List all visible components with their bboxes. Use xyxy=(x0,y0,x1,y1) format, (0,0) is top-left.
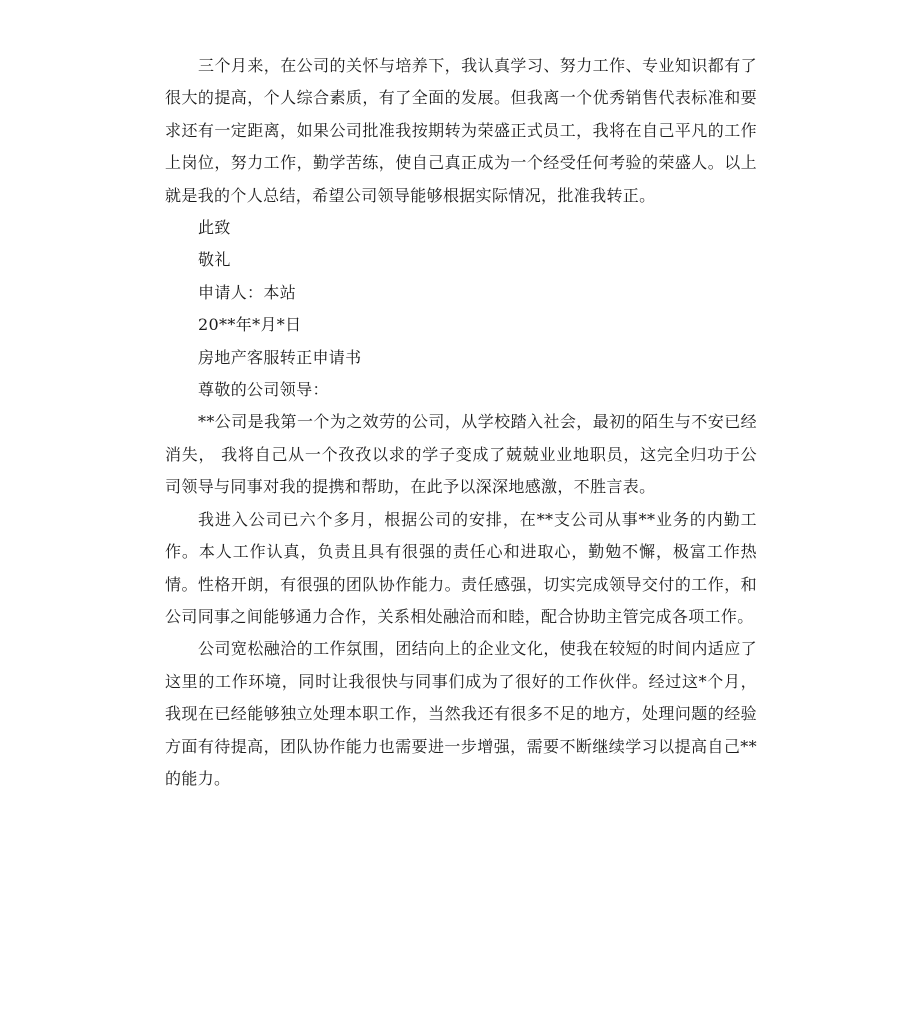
paragraph-intro: **公司是我第一个为之效劳的公司，从学校踏入社会，最初的陌生与不安已经消失， 我将自己从一个孜孜以求的学子变成了兢兢业业地职员，这完全归功于公司领导与同事对我的提携和帮助，在此予以深深地感激，不胜言表。 xyxy=(165,412,757,497)
applicant-line: 申请人：本站 xyxy=(198,282,297,302)
date-line: 20**年*月*日 xyxy=(198,315,302,335)
closing-line: 此致 xyxy=(198,218,231,238)
section-title: 房地产客服转正申请书 xyxy=(198,347,362,367)
paragraph-environment: 公司宽松融洽的工作氛围，团结向上的企业文化，使我在较短的时间内适应了这里的工作环境，同时让我很快与同事们成为了很好的工作伙伴。经过这*个月，我现在已经能够独立处理本职工作，当然我还有很多不足的地方，处理问题的经验方面有待提高，团队协作能力也需要进一步增强，需要不断继续学习以提高自己**的能力。 xyxy=(165,639,757,788)
paragraph-summary: 三个月来，在公司的关怀与培养下，我认真学习、努力工作、专业知识都有了很大的提高，个人综合素质，有了全面的发展。但我离一个优秀销售代表标准和要求还有一定距离，如果公司批准我按期转为荣盛正式员工，我将在自己平凡的工作上岗位，努力工作，勤学苦练，使自己真正成为一个经受任何考验的荣盛人。以上就是我的个人总结，希望公司领导能够根据实际情况，批准我转正。 xyxy=(165,56,757,205)
greeting-line: 尊敬的公司领导： xyxy=(198,380,329,400)
paragraph-work: 我进入公司已六个多月，根据公司的安排，在**支公司从事**业务的内勤工作。本人工作认真，负责且具有很强的责任心和进取心，勤勉不懈，极富工作热情。性格开朗，有很强的团队协作能力。责任感强，切实完成领导交付的工作，和公司同事之间能够通力合作，关系相处融洽而和睦，配合协助主管完成各项工作。 xyxy=(165,509,757,626)
document-body xyxy=(165,50,757,795)
salute-line: 敬礼 xyxy=(198,250,231,270)
